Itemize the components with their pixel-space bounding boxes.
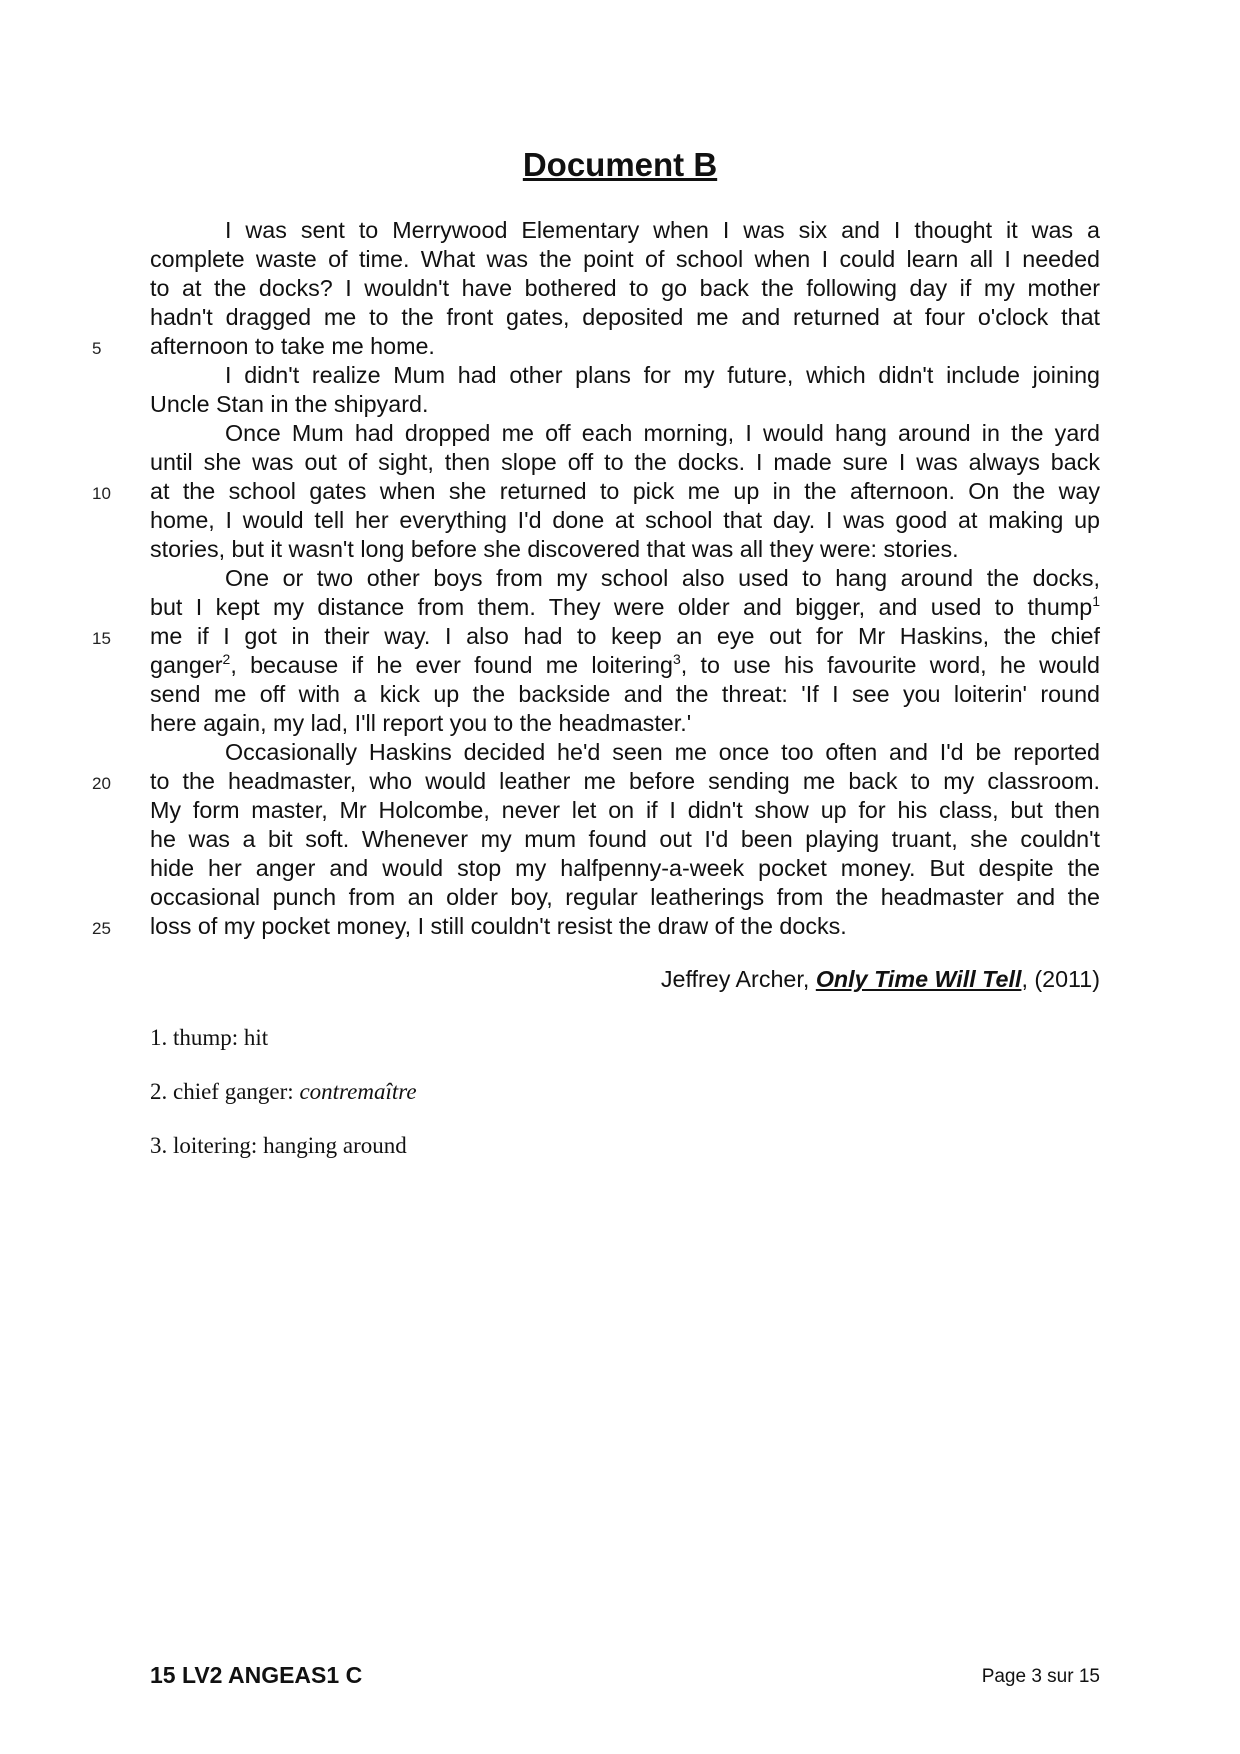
- citation-book-title: Only Time Will Tell: [815, 966, 1022, 992]
- line-text: [150, 738, 1100, 767]
- citation-year: , (2011): [1021, 966, 1100, 992]
- line-text: [150, 332, 1100, 361]
- line-text: [150, 854, 1100, 883]
- line-text: [150, 622, 1100, 651]
- footer-exam-code: 15 LV2 ANGEAS1 C: [150, 1662, 363, 1688]
- passage-line: [150, 535, 1100, 564]
- passage-line: [150, 419, 1100, 448]
- passage-line: [150, 506, 1100, 535]
- line-text-content: to the headmaster, who would leather me before sending me back to my classroom.: [150, 768, 1100, 794]
- line-text: [150, 419, 1100, 448]
- line-text-content: hide her anger and would stop my halfpenny-a-week pocket money. But despite the: [150, 855, 1100, 881]
- line-text-content: here again, my lad, I'll report you to the headmaster.': [150, 710, 692, 736]
- passage-line: [150, 738, 1100, 767]
- passage-line: [150, 245, 1100, 274]
- line-text-content: One or two other boys from my school also used to hang around the docks,: [225, 565, 1100, 591]
- footnote-marker: 1: [1092, 593, 1100, 609]
- line-text: [150, 506, 1100, 535]
- footnote-term: 1. thump:: [150, 1025, 244, 1050]
- footnote-term: 3. loitering:: [150, 1133, 264, 1158]
- line-text: [150, 361, 1100, 390]
- passage-line: [150, 361, 1100, 390]
- line-number: 10: [92, 484, 111, 503]
- footnote-term: 2. chief ganger:: [150, 1079, 300, 1104]
- line-text: [150, 274, 1100, 303]
- passage-line: [150, 448, 1100, 477]
- footnote-marker: 3: [672, 651, 681, 667]
- footnote: [150, 1079, 417, 1106]
- line-text-content: , because if he ever found me loitering: [230, 652, 673, 678]
- line-text: [150, 825, 1100, 854]
- line-text-content: Once Mum had dropped me off each morning, I would hang around in the yard: [225, 420, 1100, 446]
- line-text: [150, 535, 1100, 564]
- line-text: [150, 680, 1100, 709]
- citation: [661, 966, 1100, 993]
- line-text-content: Occasionally Haskins decided he'd seen me once too often and I'd be reported: [225, 739, 1100, 765]
- passage-line: [150, 680, 1100, 709]
- line-text-content: send me off with a kick up the backside and the threat: 'If I see you loiterin' round: [150, 681, 1100, 707]
- line-text: [150, 390, 1100, 419]
- passage-line: [150, 303, 1100, 332]
- line-text: [150, 448, 1100, 477]
- passage-line: [150, 796, 1100, 825]
- passage-line: [92, 912, 1100, 941]
- footnotes: [150, 1025, 417, 1187]
- line-text-content: but I kept my distance from them. They were older and bigger, and used to thump: [150, 594, 1093, 620]
- line-text: [150, 912, 1100, 941]
- passage-line: [150, 390, 1100, 419]
- line-text: [150, 477, 1100, 506]
- line-number: 5: [92, 339, 102, 358]
- line-text-content: occasional punch from an older boy, regular leatherings from the headmaster and the: [150, 884, 1100, 910]
- footnote-definition: contremaître: [299, 1079, 417, 1104]
- line-text-content: I was sent to Merrywood Elementary when I was six and I thought it was a: [225, 217, 1100, 243]
- line-text-content: My form master, Mr Holcombe, never let on if I didn't show up for his class, but then: [150, 797, 1100, 823]
- passage-line: [92, 767, 1100, 796]
- line-text-content: me if I got in their way. I also had to keep an eye out for Mr Haskins, the chief: [150, 623, 1100, 649]
- line-text-content: he was a bit soft. Whenever my mum found out I'd been playing truant, she couldn't: [150, 826, 1100, 852]
- line-text-content: at the school gates when she returned to pick me up in the afternoon. On the way: [150, 478, 1100, 504]
- passage-line: [150, 825, 1100, 854]
- passage-line: [150, 854, 1100, 883]
- passage-line: [150, 564, 1100, 593]
- footnote: [150, 1025, 417, 1052]
- line-text-content: complete waste of time. What was the point of school when I could learn all I needed: [150, 246, 1100, 272]
- citation-author: Jeffrey Archer,: [660, 966, 816, 992]
- line-text-content: loss of my pocket money, I still couldn't resist the draw of the docks.: [150, 913, 847, 939]
- line-text-content: ganger: [150, 652, 223, 678]
- passage-line: [150, 883, 1100, 912]
- line-text-content: I didn't realize Mum had other plans for my future, which didn't include joining: [225, 362, 1100, 388]
- line-text: [150, 303, 1100, 332]
- footnote-definition: hit: [243, 1025, 269, 1050]
- line-number: 15: [92, 629, 111, 648]
- line-text-content: Uncle Stan in the shipyard.: [150, 391, 429, 417]
- line-text-content: stories, but it wasn't long before she discovered that was all they were: stories.: [150, 536, 959, 562]
- footnote-definition: hanging around: [263, 1133, 407, 1158]
- passage-line: [92, 622, 1100, 651]
- footnote: [150, 1133, 417, 1160]
- passage-line: [92, 477, 1100, 506]
- passage-line: [150, 651, 1100, 680]
- line-text: [150, 709, 1100, 738]
- footer-page-number: Page 3 sur 15: [981, 1666, 1100, 1687]
- passage-line: [150, 709, 1100, 738]
- line-text: [150, 767, 1100, 796]
- line-text: [150, 651, 1100, 680]
- footnote-marker: 2: [222, 651, 231, 667]
- line-text: [150, 796, 1100, 825]
- passage-line: [150, 274, 1100, 303]
- line-text: [150, 216, 1100, 245]
- line-number: 20: [92, 774, 111, 793]
- line-text-content: , to use his favourite word, he would: [680, 652, 1100, 678]
- passage: [92, 216, 1100, 941]
- line-text: [150, 245, 1100, 274]
- line-text-content: afternoon to take me home.: [150, 333, 435, 359]
- line-text-content: until she was out of sight, then slope off to the docks. I made sure I was always back: [150, 449, 1100, 475]
- passage-line: [92, 332, 1100, 361]
- line-text: [150, 883, 1100, 912]
- passage-line: [150, 593, 1100, 622]
- passage-line: [150, 216, 1100, 245]
- document-title: Document B: [522, 146, 718, 183]
- line-text-content: home, I would tell her everything I'd done at school that day. I was good at making up: [150, 507, 1100, 533]
- line-number: 25: [92, 919, 111, 938]
- line-text: [150, 564, 1100, 593]
- line-text: [150, 593, 1100, 622]
- line-text-content: hadn't dragged me to the front gates, deposited me and returned at four o'clock that: [150, 304, 1100, 330]
- line-text-content: to at the docks? I wouldn't have bothered to go back the following day if my mother: [150, 275, 1100, 301]
